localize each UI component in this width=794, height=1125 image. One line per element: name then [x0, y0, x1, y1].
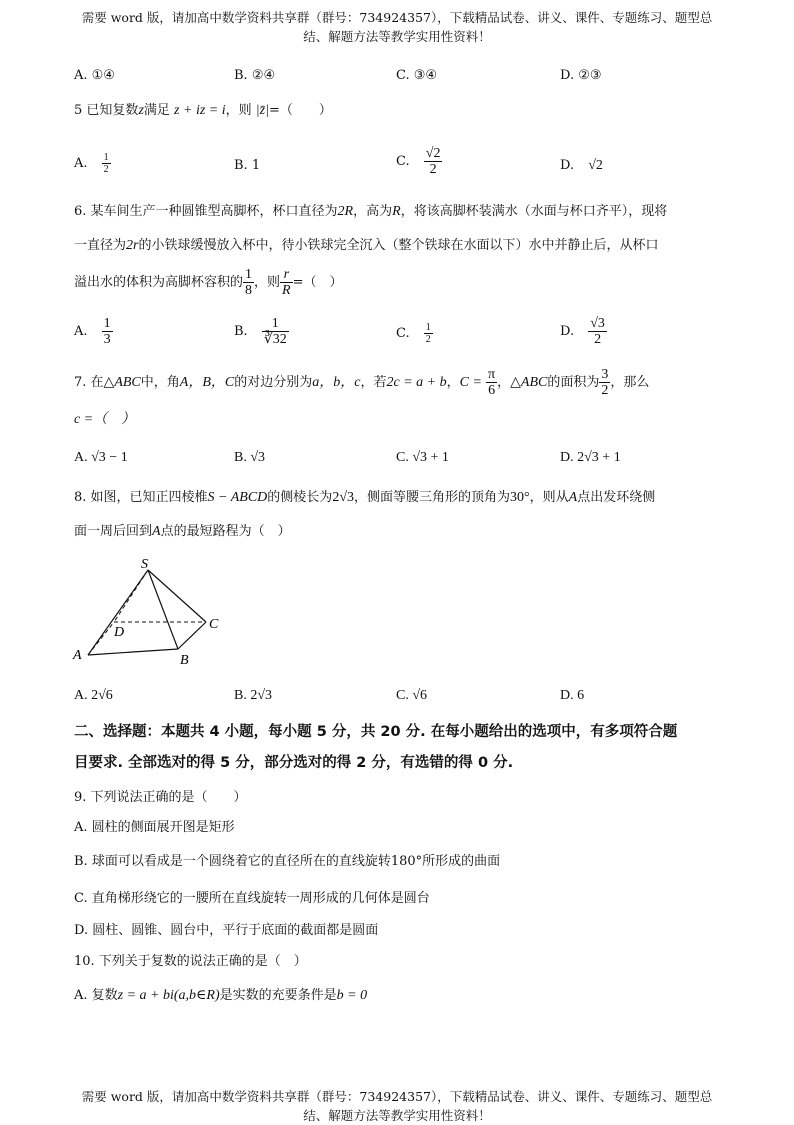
q5-option-d: [560, 156, 603, 176]
page-header: [60, 8, 734, 46]
q8-edge-length: 2√3: [332, 490, 354, 505]
q5-abs-conj: |z̄|: [255, 103, 269, 118]
q6-R: R: [282, 283, 291, 298]
q10-stem: 10. 下列关于复数的说法正确的是（ ）: [74, 954, 307, 969]
q7-option-b: B. √3: [234, 450, 266, 465]
q6-option-b-label: B.: [234, 324, 248, 339]
q10-a-complex: z = a + bi(a,b∈R): [117, 988, 220, 1003]
q6-option-b-frac: [262, 316, 289, 347]
q7-pi: π: [488, 367, 496, 382]
q7-l1g: ，若: [360, 375, 387, 390]
q6-frac-r-R: [280, 267, 293, 298]
q6-frac-1-8: [243, 267, 254, 298]
q5-a-num: 1: [103, 152, 109, 163]
header-line-2: 结、解题方法等教学实用性资料！: [303, 29, 491, 44]
q7-frac-3-2: [599, 367, 610, 398]
page-footer: [60, 1087, 734, 1125]
q4-option-b: B. ②④: [234, 68, 276, 83]
q5-stem: [74, 101, 332, 121]
q6-l1c: ，高为: [353, 204, 393, 219]
q8-l1c: 的侧棱长为: [267, 490, 333, 505]
q8-l1a: 8. 如图，已知正四棱椎: [74, 490, 208, 505]
q9-stem: 9. 下列说法正确的是（ ）: [74, 790, 247, 805]
q7-relation: 2c = a + b: [386, 375, 447, 390]
q5-option-d-value: √2: [588, 158, 603, 173]
edge-ab: [88, 649, 178, 655]
q8-pyramid: S − ABCD: [207, 490, 268, 505]
q6-l2a: 一直径为: [74, 238, 127, 253]
q8-line-2: [74, 522, 291, 542]
q7-l1k: ，: [497, 375, 511, 390]
q8-apex-angle: 30°: [510, 490, 530, 505]
q5-option-b: B. 1: [234, 158, 261, 173]
q5-text-mid: 满足: [143, 103, 170, 118]
q5-option-a-label: A.: [74, 156, 88, 171]
q9-option-c: C. 直角梯形绕它的一腰所在直线旋转一周形成的几何体是圆台: [74, 891, 430, 906]
q6-d-den: 2: [594, 332, 602, 347]
q7-option-a: A. √3 − 1: [74, 450, 128, 465]
q7-l1n: ，那么: [610, 375, 650, 390]
edge-sa: [88, 570, 148, 655]
header-line-1: 需要 word 版，请加高中数学资料共享群（群号：734924357），下载精品试卷、讲义、课件、专题练习、题型总: [81, 10, 713, 25]
q8-l2a: 面一周后回到: [74, 524, 153, 539]
q7-triangle-2: △ABC: [510, 375, 548, 390]
q5-option-c: [396, 146, 442, 177]
q6-line-2: [74, 236, 658, 256]
q8-option-d: D. 6: [560, 688, 585, 703]
q5-c-den: 2: [429, 162, 437, 177]
label-b: B: [180, 653, 189, 668]
q5-option-a: [74, 152, 111, 175]
q6-option-d: [560, 316, 607, 347]
q6-l3c: =（ ）: [292, 275, 343, 290]
q8-line-1: [74, 488, 655, 508]
q8-point-a-2: A: [152, 524, 161, 539]
q8-option-c: C. √6: [396, 688, 428, 703]
q6-l3a: 溢出水的体积为高脚杯容积的: [74, 275, 244, 290]
q6-a-den: 3: [103, 332, 111, 347]
q5-a-den: 2: [103, 164, 109, 175]
q7-area-num: 3: [601, 367, 609, 382]
q5-option-d-label: D.: [560, 158, 575, 173]
q6-l2c: 的小铁球缓慢放入杯中，待小铁球完全沉入（整个铁球在水面以下）水中并静止后，从杯口: [138, 238, 659, 253]
q6-ball-diameter: 2r: [126, 238, 139, 253]
label-s: S: [141, 557, 148, 572]
edge-sb: [148, 570, 178, 649]
q8-l1e: ，侧面等腰三角形的顶角为: [354, 490, 511, 505]
q7-l1e: 的对边分别为: [234, 375, 313, 390]
q7-option-d: D. 2√3 + 1: [560, 450, 621, 465]
label-c: C: [209, 617, 219, 632]
q6-c-den: 2: [425, 334, 431, 345]
q7-line-1: [74, 366, 649, 400]
section-2-line-2: 目要求. 全部选对的得 5 分，部分选对的得 2 分，有选错的得 0 分.: [74, 755, 514, 771]
q6-line-3: [74, 266, 343, 300]
q6-a-num: 1: [103, 316, 111, 331]
q6-option-a-label: A.: [74, 324, 88, 339]
q10-a-condition: b = 0: [336, 988, 368, 1003]
q5-text-post: =（ ）: [268, 103, 332, 118]
q5-c-num: √2: [425, 146, 441, 161]
q6-option-d-frac: [588, 316, 607, 347]
q7-angle-c: C =: [459, 375, 482, 390]
q6-option-d-label: D.: [560, 324, 575, 339]
q7-line-2: c =（ ）: [74, 412, 136, 427]
q6-option-c: [396, 322, 433, 345]
q5-var: z: [138, 103, 144, 118]
q5-option-c-label: C.: [396, 154, 410, 169]
pyramid-figure: [70, 555, 230, 670]
q10-option-a: [74, 986, 367, 1006]
q7-sides: a，b，c: [312, 375, 361, 390]
q6-l3b: ，则: [254, 275, 281, 290]
footer-line-1: 需要 word 版，请加高中数学资料共享群（群号：734924357），下载精品试卷、讲义、课件、专题练习、题型总: [81, 1089, 713, 1104]
q4-option-a: A. ①④: [74, 68, 115, 83]
q9-option-d: D. 圆柱、圆锥、圆台中，平行于底面的截面都是圆面: [74, 923, 379, 938]
edge-sd: [114, 570, 148, 622]
q7-angles: A，B，C: [179, 375, 235, 390]
q7-l1i: ，: [446, 375, 460, 390]
q4-option-c: C. ③④: [396, 68, 438, 83]
q6-d-num: √3: [590, 316, 605, 331]
q6-c-num: 1: [425, 322, 431, 333]
q7-triangle: △ABC: [103, 375, 141, 390]
q5-option-c-frac: [424, 146, 443, 177]
q6-r: r: [280, 267, 293, 283]
q7-frac-pi-6: [486, 367, 497, 398]
q6-l1e: ，将该高脚杯装满水（水面与杯口齐平），现将: [400, 204, 668, 219]
label-d: D: [114, 625, 125, 640]
q6-diameter: 2R: [337, 204, 354, 219]
q6-option-b: [234, 316, 289, 347]
q4-option-d: D. ②③: [560, 68, 602, 83]
q8-l1i: 点出发环绕侧: [577, 490, 656, 505]
q7-l1a: 7. 在: [74, 375, 104, 390]
q6-frac-num: 1: [245, 267, 253, 282]
q6-option-a: [74, 316, 113, 347]
q7-l1c: 中，角: [140, 375, 180, 390]
label-a: A: [73, 648, 82, 663]
q8-option-a: A. 2√6: [74, 688, 113, 703]
section-2-line-1: 二、选择题：本题共 4 小题，每小题 5 分，共 20 分. 在每小题给出的选项中，有多项符合题: [74, 724, 678, 740]
q6-b-num: 1: [262, 316, 289, 332]
q7-six: 6: [488, 383, 496, 398]
q6-option-a-frac: [102, 316, 113, 347]
q6-height: R: [392, 204, 401, 219]
q8-option-b: B. 2√3: [234, 688, 273, 703]
q6-b-den: ∛32: [263, 332, 287, 347]
q7-area-den: 2: [601, 383, 609, 398]
q5-number: 5: [74, 103, 83, 118]
q5-text-comma: ，则: [225, 103, 252, 118]
q8-l2c: 点的最短路程为（ ）: [160, 524, 291, 539]
q10-a-pre: A. 复数: [74, 988, 118, 1003]
q7-l1m: 的面积为: [547, 375, 600, 390]
q7-option-c: C. √3 + 1: [396, 450, 449, 465]
q9-option-a: A. 圆柱的侧面展开图是矩形: [74, 820, 235, 835]
q8-l1g: ，则从: [529, 490, 569, 505]
edge-sc: [148, 570, 206, 622]
q5-equation: z + iz = i: [174, 103, 226, 118]
q5-text-pre: 已知复数: [86, 103, 139, 118]
footer-line-2: 结、解题方法等教学实用性资料！: [303, 1108, 491, 1123]
q6-line-1: [74, 202, 667, 222]
q9-option-b: B. 球面可以看成是一个圆绕着它的直径所在的直线旋转180°所形成的曲面: [74, 854, 501, 869]
q8-point-a: A: [568, 490, 578, 505]
q6-frac-den: 8: [245, 283, 253, 298]
q6-l1a: 6. 某车间生产一种圆锥型高脚杯，杯口直径为: [74, 204, 338, 219]
q6-option-c-label: C.: [396, 326, 410, 341]
q6-option-c-frac: [424, 322, 433, 345]
q5-option-a-frac: [102, 152, 111, 175]
edge-bc: [178, 622, 206, 649]
q10-a-post: 是实数的充要条件是: [219, 988, 337, 1003]
